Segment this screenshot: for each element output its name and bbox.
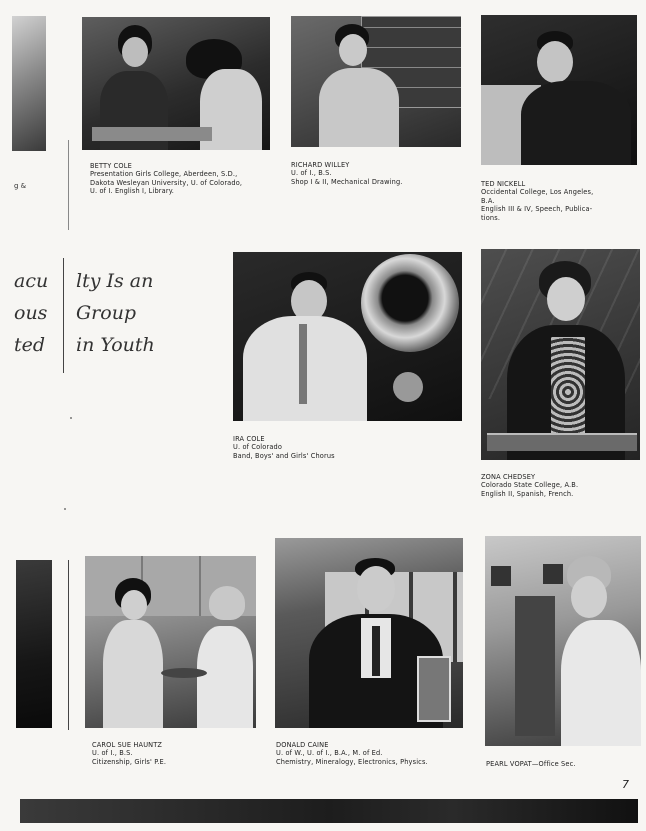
- headline-left-fragment: acu ous ted: [14, 270, 49, 356]
- faculty-name: PEARL VOPAT—Office Sec.: [486, 760, 576, 768]
- faculty-name: CAROL SUE HAUNTZ: [92, 741, 163, 749]
- page-number: 7: [622, 778, 629, 791]
- caption-pearl-vopat: [486, 760, 642, 768]
- left-edge-photo-top: [12, 16, 46, 151]
- photo-donald-caine: [275, 538, 463, 728]
- faculty-name: TED NICKELL: [481, 180, 526, 188]
- speck: [64, 508, 66, 510]
- caption-richard-willey: RICHARD WILLEY U. of I., B.S. Shop I & II, Mechanical Drawing.: [291, 161, 461, 186]
- photo-carol-sue-hauntz: [85, 556, 256, 728]
- caption-carol-sue-hauntz: CAROL SUE HAUNTZ U. of I., B.S. Citizenship, Girls' P.E.: [92, 741, 256, 766]
- photo-betty-cole: [82, 17, 270, 150]
- caption-donald-caine: DONALD CAINE U. of W., U. of I., B.A., M. of Ed. Chemistry, Mineralogy, Electronics, Physics.: [276, 741, 466, 766]
- photo-ted-nickell: [481, 15, 637, 165]
- photo-richard-willey: [291, 16, 461, 147]
- caption-ira-cole: IRA COLE U. of Colorado Band, Boys' and Girls' Chorus: [233, 435, 462, 460]
- speck: [70, 417, 72, 419]
- caption-zona-chedsey: ZONA CHEDSEY Colorado State College, A.B. English II, Spanish, French.: [481, 473, 640, 498]
- faculty-name: ZONA CHEDSEY: [481, 473, 536, 481]
- bottom-photo-strip: [20, 799, 638, 823]
- faculty-name: BETTY COLE: [90, 162, 132, 170]
- headline-right: lty Is an Group in Youth: [76, 270, 155, 356]
- photo-ira-cole: [233, 252, 462, 421]
- faculty-name: RICHARD WILLEY: [291, 161, 350, 169]
- divider-rule-bottom: [68, 560, 69, 730]
- photo-pearl-vopat: [485, 536, 641, 746]
- faculty-name: DONALD CAINE: [276, 741, 329, 749]
- photo-zona-chedsey: [481, 249, 640, 460]
- faculty-name: IRA COLE: [233, 435, 265, 443]
- caption-betty-cole: BETTY COLE Presentation Girls College, Aberdeen, S.D., Dakota Wesleyan University, U. of Colorado, U. of I. English I, Library.: [90, 162, 264, 196]
- divider-rule-top: [68, 140, 69, 230]
- caption-ted-nickell: TED NICKELL Occidental College, Los Angeles, B.A. English III & IV, Speech, Publica- tions.: [481, 180, 637, 222]
- left-edge-photo-bottom: [16, 560, 52, 728]
- left-edge-text: g &: [14, 182, 27, 190]
- divider-rule-script: [63, 258, 64, 373]
